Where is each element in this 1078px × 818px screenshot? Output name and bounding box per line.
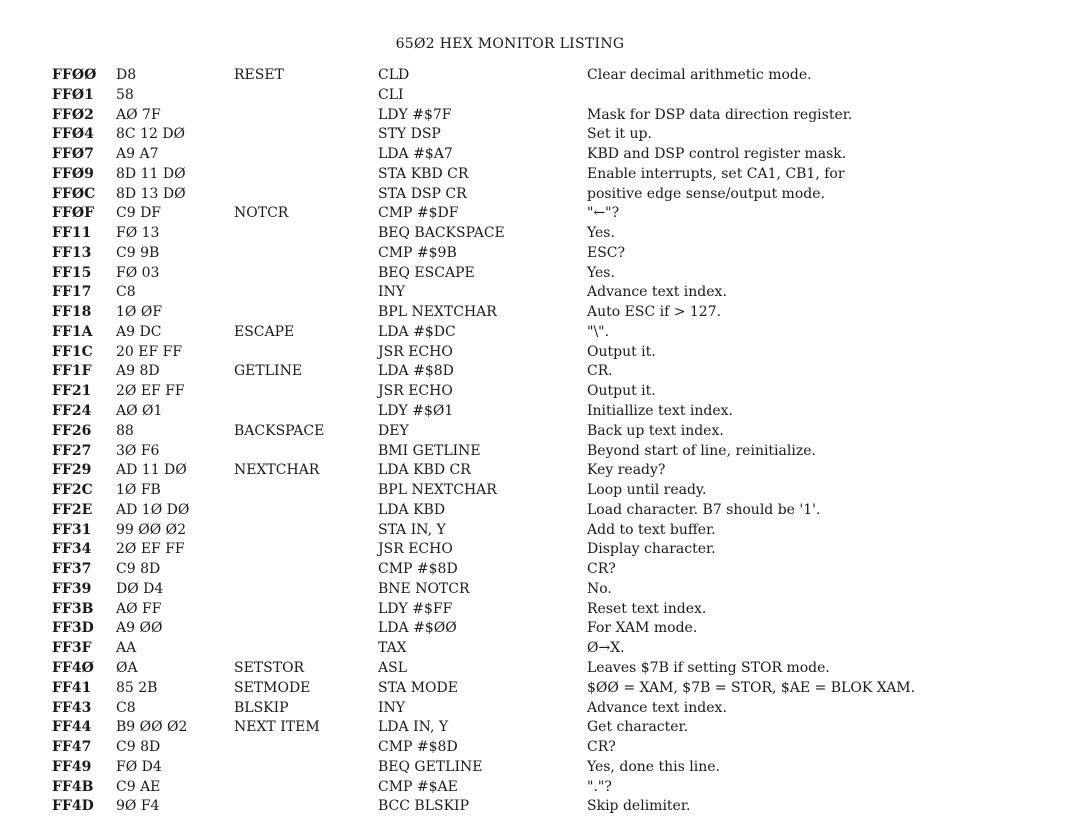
listing-row bbox=[52, 619, 1062, 639]
address-cell: FF2E bbox=[52, 501, 93, 518]
label-cell: NEXTCHAR bbox=[234, 462, 320, 479]
hex-bytes-cell: B9 ØØ Ø2 bbox=[116, 719, 188, 736]
address-cell: FFØF bbox=[52, 205, 95, 222]
address-cell: FF43 bbox=[52, 699, 92, 716]
listing-row bbox=[52, 224, 1062, 244]
hex-bytes-cell: 8D 13 DØ bbox=[116, 185, 186, 202]
comment-cell: Clear decimal arithmetic mode. bbox=[587, 67, 812, 83]
listing-row bbox=[52, 481, 1062, 501]
comment-cell: Display character. bbox=[587, 541, 716, 558]
listing-row bbox=[52, 343, 1062, 363]
address-cell: FF17 bbox=[52, 284, 92, 301]
address-cell: FFØ2 bbox=[52, 106, 94, 123]
comment-cell: Enable interrupts, set CA1, CB1, for bbox=[587, 165, 845, 182]
listing-row bbox=[52, 679, 1062, 699]
listing-row bbox=[52, 639, 1062, 659]
address-cell: FFØ1 bbox=[52, 86, 94, 103]
instruction-cell: BNE NOTCR bbox=[378, 580, 470, 597]
comment-cell: Auto ESC if > 127. bbox=[587, 304, 722, 321]
address-cell: FF37 bbox=[52, 561, 92, 578]
comment-cell: Yes. bbox=[587, 225, 615, 242]
hex-bytes-cell: A9 ØØ bbox=[116, 620, 163, 637]
comment-cell: Get character. bbox=[587, 719, 689, 736]
instruction-cell: INY bbox=[378, 699, 406, 716]
address-cell: FF31 bbox=[52, 521, 92, 538]
address-cell: FF44 bbox=[52, 719, 92, 736]
comment-cell: No. bbox=[587, 580, 612, 597]
listing-row bbox=[52, 303, 1062, 323]
comment-cell: Back up text index. bbox=[587, 422, 724, 439]
comment-cell: Output it. bbox=[587, 383, 656, 400]
hex-bytes-cell: FØ 13 bbox=[116, 225, 160, 242]
hex-bytes-cell: 88 bbox=[116, 422, 134, 439]
listing-row bbox=[52, 204, 1062, 224]
hex-bytes-cell: 2Ø EF FF bbox=[116, 541, 185, 558]
comment-cell: Initiallize text index. bbox=[587, 403, 733, 420]
hex-bytes-cell: ØA bbox=[116, 659, 138, 676]
comment-cell: CR? bbox=[587, 739, 616, 756]
comment-cell: Skip delimiter. bbox=[587, 798, 691, 815]
instruction-cell: CMP #$8D bbox=[378, 739, 458, 756]
instruction-cell: CLI bbox=[378, 86, 404, 103]
listing-row bbox=[52, 778, 1062, 798]
address-cell: FF3D bbox=[52, 620, 94, 637]
address-cell: FF49 bbox=[52, 758, 92, 775]
listing-row bbox=[52, 797, 1062, 817]
listing-row bbox=[52, 145, 1062, 165]
hex-bytes-cell: C8 bbox=[116, 284, 136, 301]
hex-bytes-cell: AD 11 DØ bbox=[116, 462, 187, 479]
listing-row bbox=[52, 521, 1062, 541]
instruction-cell: STA KBD CR bbox=[378, 165, 469, 182]
hex-bytes-cell: FØ D4 bbox=[116, 758, 162, 775]
comment-cell: Yes, done this line. bbox=[587, 758, 720, 775]
hex-bytes-cell: C9 8D bbox=[116, 739, 161, 756]
comment-cell: ESC? bbox=[587, 244, 626, 261]
address-cell: FF4B bbox=[52, 778, 94, 795]
instruction-cell: STA DSP CR bbox=[378, 185, 467, 202]
instruction-cell: JSR ECHO bbox=[378, 383, 453, 400]
hex-bytes-cell: DØ D4 bbox=[116, 580, 164, 597]
instruction-cell: CMP #$9B bbox=[378, 244, 457, 261]
label-cell: NOTCR bbox=[234, 205, 289, 222]
hex-bytes-cell: 58 bbox=[116, 86, 134, 103]
comment-cell: $ØØ = XAM, $7B = STOR, $AE = BLOK XAM. bbox=[587, 679, 916, 696]
instruction-cell: ASL bbox=[378, 659, 407, 676]
hex-bytes-cell: C9 AE bbox=[116, 778, 161, 795]
instruction-cell: BCC BLSKIP bbox=[378, 798, 470, 815]
address-cell: FFØ7 bbox=[52, 146, 94, 163]
hex-bytes-cell: D8 bbox=[116, 67, 137, 83]
hex-bytes-cell: 1Ø ØF bbox=[116, 304, 163, 321]
listing-row bbox=[52, 362, 1062, 382]
hex-bytes-cell: 20 EF FF bbox=[116, 343, 183, 360]
hex-bytes-cell: 8C 12 DØ bbox=[116, 126, 186, 143]
instruction-cell: LDY #$FF bbox=[378, 600, 453, 617]
address-cell: FF26 bbox=[52, 422, 92, 439]
address-cell: FF27 bbox=[52, 442, 92, 459]
address-cell: FF24 bbox=[52, 403, 92, 420]
hex-bytes-cell: 8D 11 DØ bbox=[116, 165, 186, 182]
address-cell: FF4Ø bbox=[52, 659, 94, 676]
hex-bytes-cell: C9 9B bbox=[116, 244, 160, 261]
listing-row bbox=[52, 560, 1062, 580]
address-cell: FF1A bbox=[52, 323, 93, 340]
listing-row bbox=[52, 718, 1062, 738]
comment-cell: Set it up. bbox=[587, 126, 652, 143]
comment-cell: Ø→X. bbox=[587, 640, 625, 657]
hex-bytes-cell: 3Ø F6 bbox=[116, 442, 160, 459]
instruction-cell: INY bbox=[378, 284, 406, 301]
label-cell: ESCAPE bbox=[234, 323, 295, 340]
hex-bytes-cell: A9 A7 bbox=[116, 146, 159, 163]
hex-bytes-cell: 1Ø FB bbox=[116, 482, 161, 499]
comment-cell: CR? bbox=[587, 561, 616, 578]
listing-row bbox=[52, 106, 1062, 126]
instruction-cell: BEQ GETLINE bbox=[378, 758, 483, 775]
instruction-cell: LDA #$8D bbox=[378, 363, 454, 380]
listing-row bbox=[52, 86, 1062, 106]
comment-cell: Advance text index. bbox=[587, 284, 727, 301]
instruction-cell: STY DSP bbox=[378, 126, 441, 143]
address-cell: FF47 bbox=[52, 739, 92, 756]
hex-bytes-cell: C9 8D bbox=[116, 561, 161, 578]
instruction-cell: BEQ BACKSPACE bbox=[378, 225, 505, 242]
address-cell: FFØØ bbox=[52, 67, 97, 83]
instruction-cell: JSR ECHO bbox=[378, 343, 453, 360]
hex-bytes-cell: A9 8D bbox=[116, 363, 160, 380]
hex-bytes-cell: 99 ØØ Ø2 bbox=[116, 521, 187, 538]
listing-row bbox=[52, 422, 1062, 442]
instruction-cell: CMP #$AE bbox=[378, 778, 458, 795]
listing-row bbox=[52, 283, 1062, 303]
address-cell: FF3B bbox=[52, 600, 94, 617]
comment-cell: Add to text buffer. bbox=[587, 521, 716, 538]
address-cell: FF2C bbox=[52, 482, 93, 499]
listing-row bbox=[52, 461, 1062, 481]
instruction-cell: TAX bbox=[378, 640, 407, 657]
hex-bytes-cell: AØ Ø1 bbox=[116, 403, 163, 420]
instruction-cell: DEY bbox=[378, 422, 409, 439]
address-cell: FF21 bbox=[52, 383, 92, 400]
instruction-cell: STA IN, Y bbox=[378, 521, 446, 538]
listing-row bbox=[52, 758, 1062, 778]
label-cell: SETMODE bbox=[234, 679, 311, 696]
address-cell: FF13 bbox=[52, 244, 92, 261]
listing-row bbox=[52, 323, 1062, 343]
instruction-cell: LDA #$DC bbox=[378, 323, 456, 340]
listing-row bbox=[52, 125, 1062, 145]
hex-bytes-cell: 85 2B bbox=[116, 679, 158, 696]
address-cell: FF15 bbox=[52, 264, 92, 281]
instruction-cell: BPL NEXTCHAR bbox=[378, 482, 497, 499]
listing-row bbox=[52, 264, 1062, 284]
instruction-cell: JSR ECHO bbox=[378, 541, 453, 558]
listing-row bbox=[52, 66, 1062, 86]
comment-cell: CR. bbox=[587, 363, 613, 380]
hex-bytes-cell: 2Ø EF FF bbox=[116, 383, 185, 400]
page-title: 65Ø2 HEX MONITOR LISTING bbox=[395, 36, 625, 52]
instruction-cell: LDA #$A7 bbox=[378, 146, 453, 163]
instruction-cell: BPL NEXTCHAR bbox=[378, 304, 497, 321]
address-cell: FF34 bbox=[52, 541, 92, 558]
comment-cell: Beyond start of line, reinitialize. bbox=[587, 442, 816, 459]
comment-cell: Yes. bbox=[587, 264, 615, 281]
listing-row bbox=[52, 600, 1062, 620]
comment-cell: positive edge sense/output mode. bbox=[587, 185, 825, 202]
listing-row bbox=[52, 382, 1062, 402]
listing-row bbox=[52, 540, 1062, 560]
comment-cell: KBD and DSP control register mask. bbox=[587, 146, 847, 163]
address-cell: FF1C bbox=[52, 343, 93, 360]
instruction-cell: LDY #$Ø1 bbox=[378, 403, 454, 420]
label-cell: BACKSPACE bbox=[234, 422, 325, 439]
address-cell: FFØ4 bbox=[52, 126, 94, 143]
comment-cell: Output it. bbox=[587, 343, 656, 360]
address-cell: FFØC bbox=[52, 185, 96, 202]
comment-cell: Leaves $7B if setting STOR mode. bbox=[587, 659, 830, 676]
instruction-cell: BEQ ESCAPE bbox=[378, 264, 475, 281]
comment-cell: "←"? bbox=[587, 205, 620, 222]
instruction-cell: LDA IN, Y bbox=[378, 719, 449, 736]
comment-cell: For XAM mode. bbox=[587, 620, 698, 637]
comment-cell: Loop until ready. bbox=[587, 482, 707, 499]
comment-cell: Mask for DSP data direction register. bbox=[587, 106, 853, 123]
instruction-cell: CLD bbox=[378, 67, 410, 83]
instruction-cell: LDA KBD CR bbox=[378, 462, 471, 479]
address-cell: FF18 bbox=[52, 304, 92, 321]
instruction-cell: LDA KBD bbox=[378, 501, 446, 518]
listing-row bbox=[52, 501, 1062, 521]
label-cell: RESET bbox=[234, 67, 284, 83]
address-cell: FF41 bbox=[52, 679, 92, 696]
label-cell: NEXT ITEM bbox=[234, 719, 320, 736]
hex-bytes-cell: AØ 7F bbox=[116, 106, 161, 123]
instruction-cell: LDY #$7F bbox=[378, 106, 452, 123]
instruction-cell: LDA #$ØØ bbox=[378, 620, 457, 637]
instruction-cell: CMP #$DF bbox=[378, 205, 459, 222]
comment-cell: Key ready? bbox=[587, 462, 666, 479]
hex-bytes-cell: A9 DC bbox=[116, 323, 162, 340]
comment-cell: Reset text index. bbox=[587, 600, 707, 617]
comment-cell: Load character. B7 should be '1'. bbox=[587, 501, 821, 518]
hex-bytes-cell: AD 1Ø DØ bbox=[116, 501, 190, 518]
hex-bytes-cell: 9Ø F4 bbox=[116, 798, 160, 815]
code-listing bbox=[52, 66, 1062, 817]
listing-row bbox=[52, 738, 1062, 758]
label-cell: BLSKIP bbox=[234, 699, 289, 716]
comment-cell: "."? bbox=[587, 778, 612, 795]
listing-row bbox=[52, 402, 1062, 422]
instruction-cell: STA MODE bbox=[378, 679, 458, 696]
listing-row bbox=[52, 442, 1062, 462]
comment-cell: Advance text index. bbox=[587, 699, 727, 716]
comment-cell: "\". bbox=[587, 323, 610, 340]
label-cell: GETLINE bbox=[234, 363, 303, 380]
instruction-cell: CMP #$8D bbox=[378, 561, 458, 578]
address-cell: FF3F bbox=[52, 640, 92, 657]
address-cell: FFØ9 bbox=[52, 165, 94, 182]
instruction-cell: BMI GETLINE bbox=[378, 442, 481, 459]
hex-bytes-cell: AA bbox=[116, 640, 137, 657]
listing-row bbox=[52, 244, 1062, 264]
address-cell: FF29 bbox=[52, 462, 92, 479]
listing-row bbox=[52, 699, 1062, 719]
listing-row bbox=[52, 659, 1062, 679]
label-cell: SETSTOR bbox=[234, 659, 305, 676]
hex-bytes-cell: FØ 03 bbox=[116, 264, 160, 281]
address-cell: FF39 bbox=[52, 580, 92, 597]
listing-row bbox=[52, 165, 1062, 185]
listing-row bbox=[52, 185, 1062, 205]
address-cell: FF11 bbox=[52, 225, 92, 242]
address-cell: FF4D bbox=[52, 798, 94, 815]
hex-bytes-cell: AØ FF bbox=[116, 600, 162, 617]
address-cell: FF1F bbox=[52, 363, 92, 380]
listing-row bbox=[52, 580, 1062, 600]
hex-bytes-cell: C8 bbox=[116, 699, 136, 716]
hex-bytes-cell: C9 DF bbox=[116, 205, 162, 222]
